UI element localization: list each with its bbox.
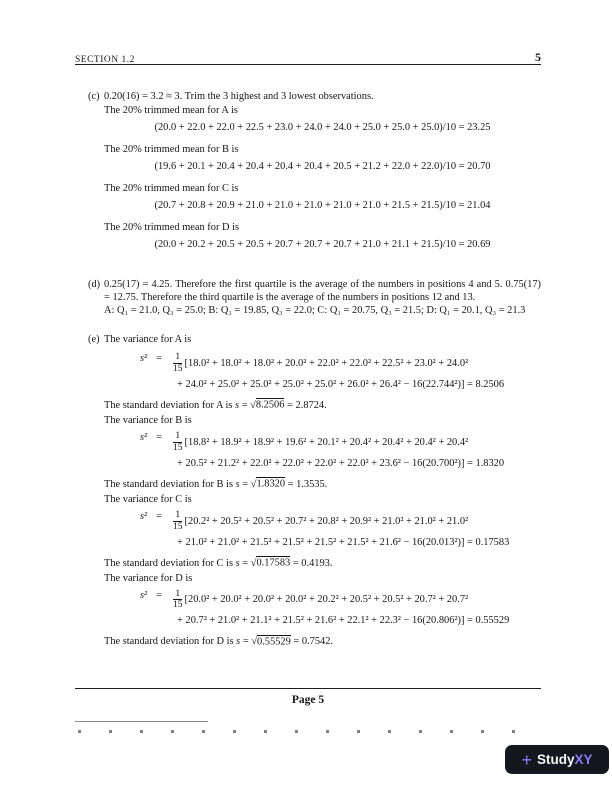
variance-equation-c bbox=[140, 510, 541, 549]
sqrt-expression: √0.55529 bbox=[251, 636, 291, 648]
sqrt-expression: √1.8320 bbox=[250, 478, 286, 490]
equals-sign: = bbox=[241, 399, 248, 411]
s-symbol: s bbox=[235, 478, 240, 490]
variance-a-line2: + 24.0² + 25.0² + 25.0² + 25.0² + 25.0² + 26.0² + 26.4² − 16(22.744²)] = 8.2506 bbox=[177, 378, 505, 390]
trimmed-mean-equation-a: (20.0 + 22.0 + 22.0 + 22.5 + 23.0 + 24.0 + 24.0 + 25.0 + 25.0 + 25.0)/10 = 23.25 bbox=[154, 122, 491, 133]
studyxy-brand-xy: XY bbox=[574, 752, 593, 767]
trimmed-mean-equation-b: (19.6 + 20.1 + 20.4 + 20.4 + 20.4 + 20.4 + 20.5 + 21.2 + 22.0 + 22.0)/10 = 20.70 bbox=[154, 161, 491, 172]
variance-d-line2: + 20.7² + 21.0² + 21.1² + 21.5² + 21.6² + 22.1² + 22.3² − 16(20.806²)] = 0.55529 bbox=[177, 615, 510, 627]
variance-intro-b: The variance for B is bbox=[104, 414, 192, 426]
section-title: SECTION 1.2 bbox=[75, 55, 135, 65]
fraction-1-15: $\frac{1}{15}$ bbox=[173, 352, 183, 374]
sqrt-sign: √ bbox=[251, 636, 258, 648]
item-d-body bbox=[104, 278, 541, 317]
variance-equation-d bbox=[140, 589, 541, 628]
fraction-1-15: $\frac{1}{15}$ bbox=[173, 509, 183, 532]
std-dev-line-d: The standard deviation for D is s = √0.55529 = 0.7542. bbox=[104, 636, 334, 648]
page-header bbox=[75, 50, 541, 65]
variance-equation-a bbox=[140, 352, 541, 391]
sqrt-sign: √ bbox=[250, 557, 257, 569]
fraction-1-15: $\frac{1}{15}$ bbox=[173, 430, 183, 453]
s-symbol: s bbox=[235, 557, 240, 569]
equals-sign: = bbox=[242, 557, 249, 569]
variance-a-line1: [18.0² + 18.0² + 18.0² + 20.0² + 22.0² + 22.0² + 22.5² + 23.0² + 24.0² bbox=[184, 357, 469, 369]
variance-b-line1: [18.8² + 18.9² + 18.9² + 19.6² + 20.1² + 20.4² + 20.4² + 20.4² + 20.4² bbox=[184, 436, 469, 448]
item-c-text: 0.20(16) = 3.2 ≈ 3. Trim the 3 highest and 3 lowest observations. bbox=[104, 91, 374, 102]
sqrt-expression: √0.17583 bbox=[250, 557, 291, 569]
equals-sign: = bbox=[156, 510, 163, 522]
page-footer-label: Page 5 bbox=[291, 694, 325, 706]
sqrt-expression: √8.2506 bbox=[250, 399, 285, 411]
trimmed-mean-intro-d: The 20% trimmed mean for D is bbox=[104, 222, 240, 233]
item-c-body bbox=[104, 90, 541, 251]
trimmed-mean-intro-b: The 20% trimmed mean for B is bbox=[104, 144, 239, 155]
sqrt-sign: √ bbox=[250, 478, 257, 490]
variance-equation-b bbox=[140, 431, 541, 470]
s-symbol: s bbox=[236, 636, 241, 648]
s-squared-symbol: s² bbox=[140, 510, 148, 522]
trimmed-mean-intro-a: The 20% trimmed mean for A is bbox=[104, 105, 238, 116]
item-d bbox=[75, 278, 541, 317]
quartiles-line: A: Q₁ = 21.0, Q₃ = 25.0; B: Q₁ = 19.85, Q₃ = 22.0; C: Q₁ = 20.75, Q₃ = 21.5; D: Q₁ = 20.1, Q₃ = 21.3 bbox=[104, 305, 526, 316]
fraction-1-15: $\frac{1}{15}$ bbox=[173, 588, 183, 611]
variance-intro-d: The variance for D is bbox=[104, 572, 193, 584]
clipped-next-page-text bbox=[78, 730, 537, 733]
trimmed-mean-equation-d: (20.0 + 20.2 + 20.5 + 20.5 + 20.7 + 20.7 + 20.7 + 21.0 + 21.1 + 21.5)/10 = 20.69 bbox=[154, 239, 491, 250]
footnote-rule bbox=[75, 721, 208, 722]
plus-icon: + bbox=[521, 749, 532, 770]
item-d-text: 0.25(17) = 4.25. Therefore the first quartile is the average of the numbers in positions 4 and 5. 0.75(17) = 12.75. Therefore the third quartile is the average of the numbers in positions 12 and 13. bbox=[104, 279, 541, 303]
item-d-label: (d) bbox=[88, 279, 101, 290]
variance-c-line1: [20.2² + 20.5² + 20.5² + 20.7² + 20.8² + 20.9² + 21.0² + 21.0² + 21.0² bbox=[184, 515, 469, 527]
equals-sign: = bbox=[242, 478, 249, 490]
variance-d-line1: [20.0² + 20.0² + 20.0² + 20.0² + 20.2² + 20.5² + 20.5² + 20.7² + 20.7² bbox=[184, 594, 469, 606]
variance-b-line2: + 20.5² + 21.2² + 22.0² + 22.0² + 22.0² + 22.0² + 23.6² − 16(20.700²)] = 1.8320 bbox=[177, 457, 505, 469]
studyxy-watermark-badge bbox=[505, 745, 609, 774]
item-c bbox=[75, 90, 541, 251]
equals-sign: = bbox=[242, 636, 249, 648]
item-e-label: (e) bbox=[88, 334, 100, 345]
s-squared-symbol: s² bbox=[140, 353, 148, 364]
variance-intro-a: The variance for A is bbox=[104, 334, 192, 345]
trimmed-mean-intro-c: The 20% trimmed mean for C is bbox=[104, 183, 239, 194]
s-symbol: s bbox=[235, 399, 240, 411]
std-dev-line-a: The standard deviation for A is s = √8.2506 = 2.8724. bbox=[104, 399, 327, 411]
item-c-label: (c) bbox=[88, 91, 100, 102]
item-e-body bbox=[104, 333, 541, 648]
page-content bbox=[75, 90, 541, 648]
studyxy-brand-study: Study bbox=[536, 752, 575, 767]
sqrt-sign: √ bbox=[250, 399, 256, 411]
footer-rule bbox=[75, 688, 541, 689]
std-dev-line-c: The standard deviation for C is s = √0.17583 = 0.4193. bbox=[104, 557, 333, 569]
equals-sign: = bbox=[156, 353, 163, 364]
variance-c-line2: + 21.0² + 21.0² + 21.5² + 21.5² + 21.5² + 21.5² + 21.6² − 16(20.013²)] = 0.17583 bbox=[177, 536, 510, 548]
variance-intro-c: The variance for C is bbox=[104, 493, 192, 505]
s-squared-symbol: s² bbox=[140, 589, 148, 601]
header-rule bbox=[75, 64, 541, 65]
std-dev-line-b: The standard deviation for B is s = √1.8320 = 1.3535. bbox=[104, 478, 328, 490]
item-e bbox=[75, 333, 541, 648]
equals-sign: = bbox=[156, 431, 163, 443]
trimmed-mean-equation-c: (20.7 + 20.8 + 20.9 + 21.0 + 21.0 + 21.0 + 21.0 + 21.0 + 21.5 + 21.5)/10 = 21.04 bbox=[154, 200, 491, 211]
equals-sign: = bbox=[156, 589, 163, 601]
page-number: 5 bbox=[535, 50, 541, 64]
s-squared-symbol: s² bbox=[140, 431, 148, 443]
